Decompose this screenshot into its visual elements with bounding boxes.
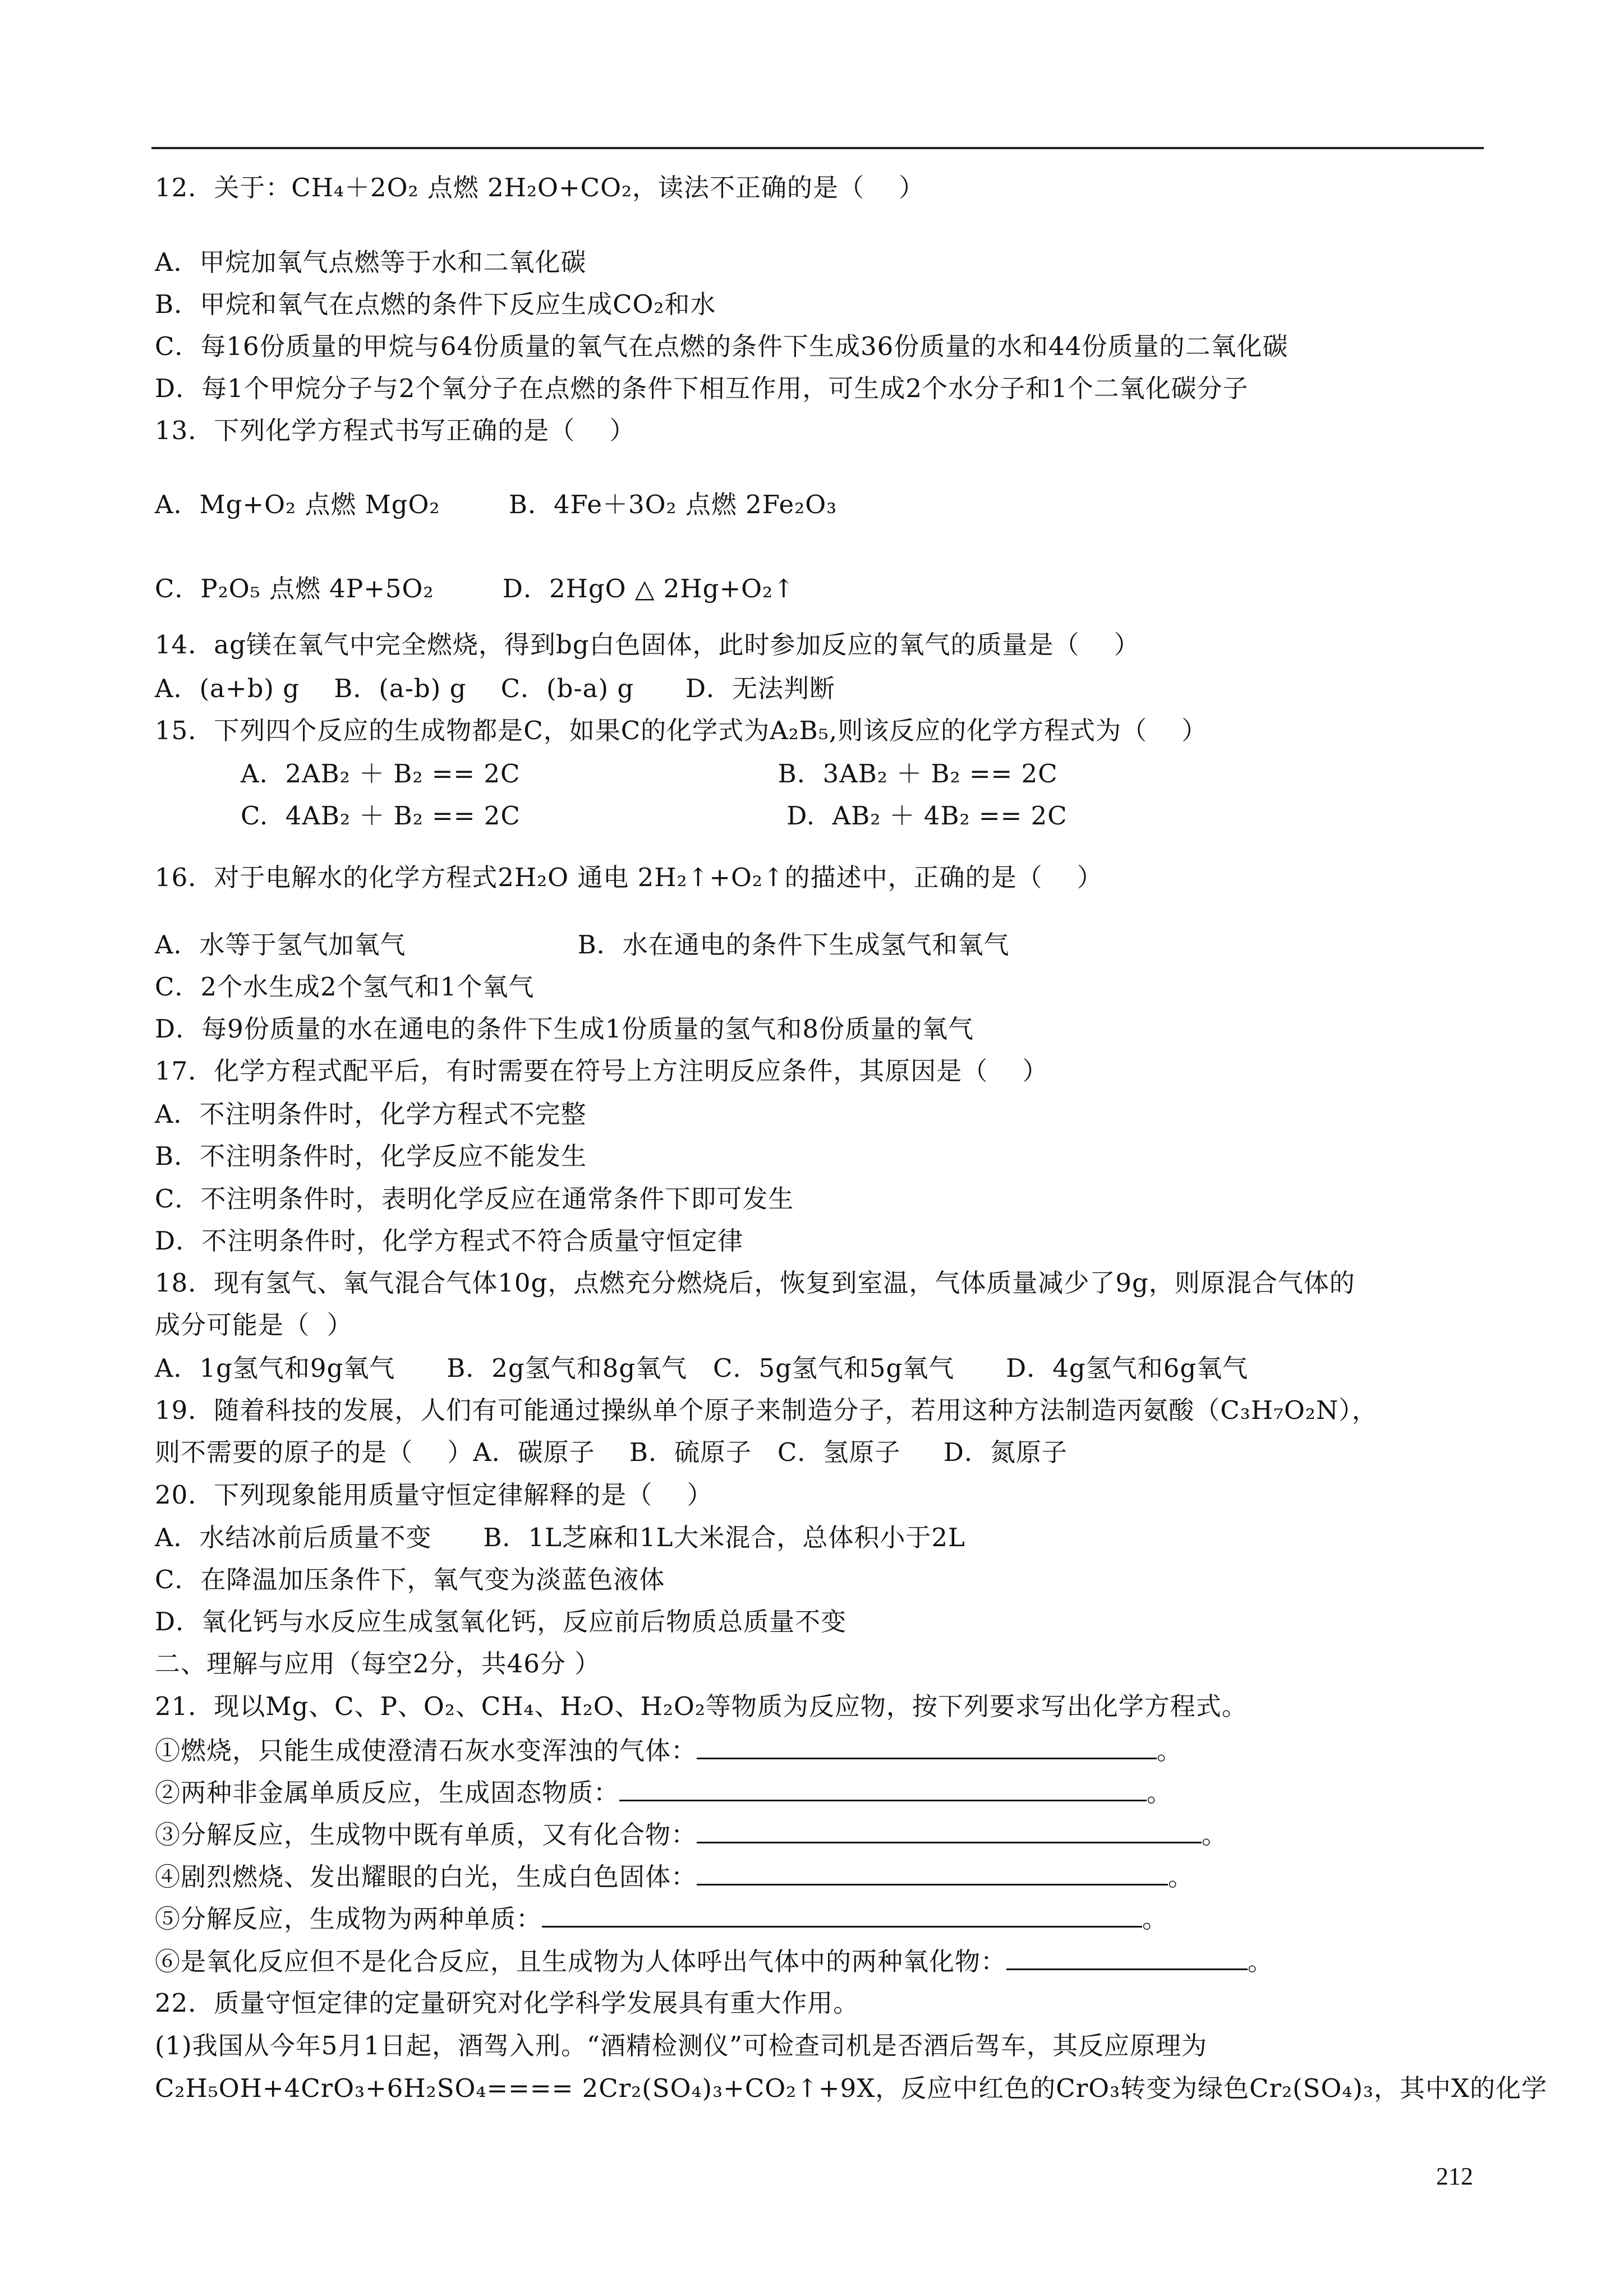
q15-options-cd: C. 4AB₂ ＋ B₂ == 2C D. AB₂ ＋ 4B₂ == 2C [155,801,1068,831]
q14-stem: 14．ag镁在氧气中完全燃烧，得到bg白色固体，此时参加反应的氧气的质量是（ ） [155,630,1140,660]
q19-options: 则不需要的原子的是（ ）A．碳原子 B．硫原子 C．氢原子 D．氮原子 [155,1437,1068,1467]
q21-item-5: ⑤分解反应，生成物为两种单质： 。 [155,1901,1168,1936]
q20-options-ab: A．水结冰前后质量不变 B．1L芝麻和1L大米混合，总体积小于2L [155,1523,965,1552]
q21-item-2: ②两种非金属单质反应，生成固态物质： 。 [155,1775,1172,1810]
q17-option-d: D．不注明条件时，化学方程式不符合质量守恒定律 [155,1226,744,1256]
q15-stem: 15．下列四个反应的生成物都是C，如果C的化学式为A₂B₅,则该反应的化学方程式为（ ） [155,716,1208,745]
q13-options-ab: A．Mg+O₂ 点燃 MgO₂ B．4Fe＋3O₂ 点燃 2Fe₂O₃ [155,490,838,519]
answer-blank[interactable] [697,1733,1157,1759]
q19-stem: 19．随着科技的发展，人们有可能通过操纵单个原子来制造分子，若用这种方法制造丙氨酸（C₃H₇O₂N）， [155,1395,1378,1425]
q21-item-3: ③分解反应，生成物中既有单质，又有化合物： 。 [155,1817,1227,1852]
answer-blank[interactable] [542,1901,1142,1928]
q16-stem: 16．对于电解水的化学方程式2H₂O 通电 2H₂↑+O₂↑的描述中，正确的是（ ） [155,863,1103,892]
q12-option-c: C．每16份质量的甲烷与64份质量的氧气在点燃的条件下生成36份质量的水和44份质量的二氧化碳 [155,331,1289,361]
page-number: 212 [1436,2163,1473,2190]
q21-item-4: ④剧烈燃烧、发出耀眼的白光，生成白色固体： 。 [155,1859,1194,1894]
q21-item-1: ①燃烧，只能生成使澄清石灰水变浑浊的气体： 。 [155,1733,1183,1768]
q20-stem: 20．下列现象能用质量守恒定律解释的是（ ） [155,1480,713,1510]
q17-option-a: A．不注明条件时，化学方程式不完整 [155,1099,587,1129]
q13-options-cd: C．P₂O₅ 点燃 4P+5O₂ D．2HgO △ 2Hg+O₂↑ [155,574,795,603]
q22-part1: (1)我国从今年5月1日起，酒驾入刑。“酒精检测仪”可检查司机是否酒后驾车，其反应原理为 [155,2031,1208,2060]
q16-option-c: C．2个水生成2个氢气和1个氧气 [155,972,535,1002]
q22-stem: 22．质量守恒定律的定量研究对化学科学发展具有重大作用。 [155,1988,859,2018]
q17-option-b: B．不注明条件时，化学反应不能发生 [155,1141,587,1171]
q22-part1-equation: C₂H₅OH+4CrO₃+6H₂SO₄==== 2Cr₂(SO₄)₃+CO₂↑+9X，反应中红色的CrO₃转变为绿色Cr₂(SO₄)₃，其中X的化学 [155,2073,1548,2103]
answer-blank[interactable] [619,1775,1147,1801]
q12-option-b: B．甲烷和氧气在点燃的条件下反应生成CO₂和水 [155,289,716,319]
q20-option-d: D．氧化钙与水反应生成氢氧化钙，反应前后物质总质量不变 [155,1607,847,1636]
q17-stem: 17．化学方程式配平后，有时需要在符号上方注明反应条件，其原因是（ ） [155,1056,1048,1086]
q21-stem: 21．现以Mg、C、P、O₂、CH₄、H₂O、H₂O₂等物质为反应物，按下列要求写出化学方程式。 [155,1691,1248,1721]
answer-blank[interactable] [697,1859,1168,1885]
header-rule [151,147,1484,149]
q17-option-c: C．不注明条件时，表明化学反应在通常条件下即可发生 [155,1184,794,1214]
q18-stem: 18．现有氢气、氧气混合气体10g，点燃充分燃烧后，恢复到室温，气体质量减少了9g，则原混合气体的 [155,1268,1355,1298]
q18-stem-cont: 成分可能是（ ） [155,1310,353,1340]
q20-option-c: C．在降温加压条件下，氧气变为淡蓝色液体 [155,1565,665,1594]
q16-option-d: D．每9份质量的水在通电的条件下生成1份质量的氢气和8份质量的氧气 [155,1014,974,1044]
q13-stem: 13．下列化学方程式书写正确的是（ ） [155,416,636,445]
q21-item-6: ⑥是氧化反应但不是化合反应，且生成物为人体呼出气体中的两种氧化物： 。 [155,1944,1273,1979]
q12-option-d: D．每1个甲烷分子与2个氧分子在点燃的条件下相互作用，可生成2个水分子和1个二氧化碳分子 [155,374,1249,403]
q18-options: A．1g氢气和9g氧气 B．2g氢气和8g氧气 C．5g氢气和5g氧气 D．4g氢气和6g氧气 [155,1353,1249,1383]
q15-options-ab: A. 2AB₂ ＋ B₂ == 2C B. 3AB₂ ＋ B₂ == 2C [155,759,1058,789]
section-two-heading: 二、理解与应用（每空2分，共46分 ） [155,1649,601,1679]
q12-stem: 12．关于：CH₄＋2O₂ 点燃 2H₂O+CO₂，读法不正确的是（ ） [155,173,925,202]
answer-blank[interactable] [1006,1944,1248,1970]
q12-option-a: A．甲烷加氧气点燃等于水和二氧化碳 [155,247,587,277]
answer-blank[interactable] [697,1817,1202,1843]
q14-options: A．(a+b) g B．(a-b) g C．(b-a) g D．无法判断 [155,674,836,703]
q16-options-ab: A．水等于氢气加氧气 B．水在通电的条件下生成氢气和氧气 [155,930,1010,960]
